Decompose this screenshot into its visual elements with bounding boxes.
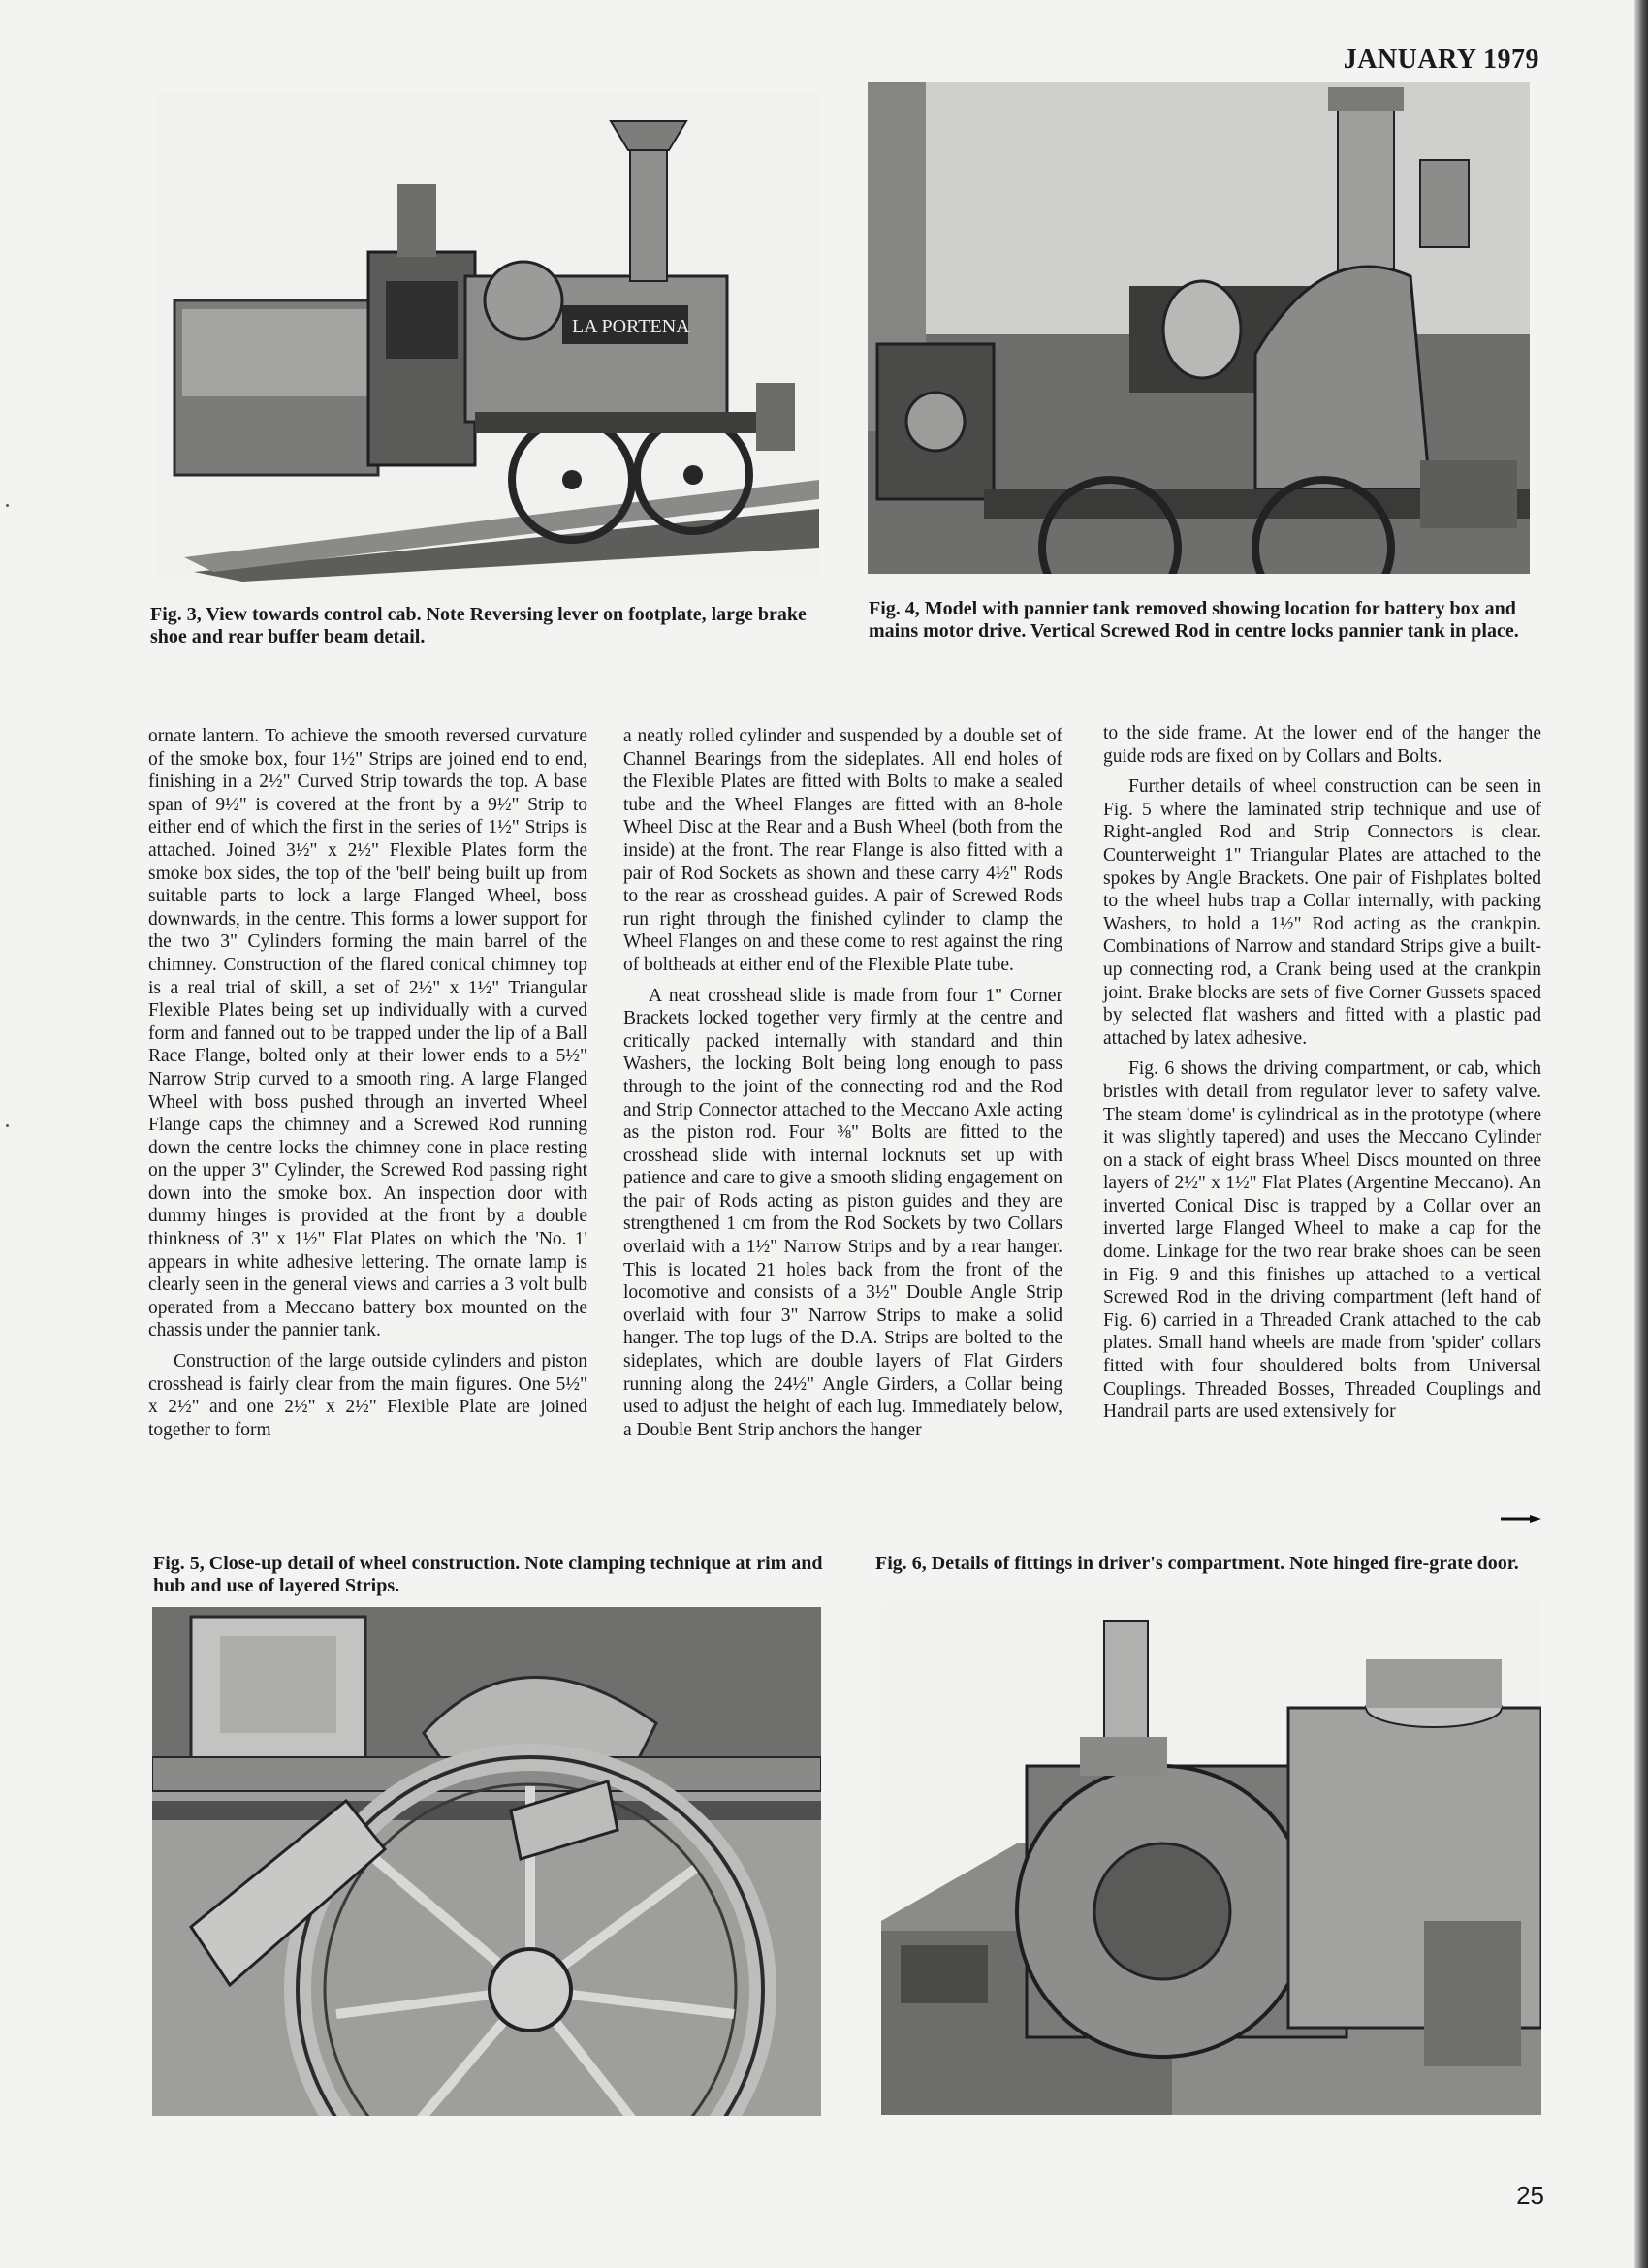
fig4-caption: Fig. 4, Model with pannier tank removed showing location for battery box and mains motor drive. Vertical Screwed Rod in centre locks pannier tank in place. bbox=[869, 598, 1519, 642]
scan-speck bbox=[6, 504, 9, 507]
text-column-1 bbox=[148, 725, 587, 1449]
paragraph: a neatly rolled cylinder and suspended by a double set of Channel Bearings from the sideplates. All end holes of the Flexible Plates are fitted with Bolts to make a sealed tube and the Wheel Flanges are fitted with an 8-hole Wheel Disc at the Rear and a Bush Wheel (both from the inside) at the front. The rear Flange is also fitted with a pair of Rod Sockets as shown and these carry 4½" Rods to the rear as crosshead guides. A pair of Screwed Rods run right through the finished cylinder to clamp the Wheel Flanges on and these come to rest against the ring of boltheads at either end of the Flexible Plate tube. bbox=[623, 726, 1062, 975]
scan-speck bbox=[6, 1124, 9, 1127]
paragraph: A neat crosshead slide is made from four 1" Corner Brackets locked together very firmly at the centre and critically packed internally with standard and thin Washers, the locking Bolt being long enough to pass through to the joint of the connecting rod and the Rod and Strip Connector attached to the Meccano Axle acting as the piston rod. Four ⅜" Bolts are fitted to the crosshead slide with internal locknuts set up with patience and care to give a smooth sliding engagement on the pair of Rods acting as piston guides and they are strengthened 1 cm from the Rod Sockets by two Collars overlaid with a 1½" Narrow Strips and by a rear hanger. This is located 21 holes back from the front of the locomotive and consists of a 3½" Double Angle Strip overlaid with four 3" Narrow Strips to make a solid hanger. The top lugs of the D.A. Strips are bolted to the sideplates, which are double layers of Flat Girders running along the 24½" Angle Girders, a Collar being used to adjust the height of each lug. Immediately below, a Double Bent Strip anchors the hanger bbox=[623, 985, 1062, 1440]
paragraph: ornate lantern. To achieve the smooth reversed curvature of the smoke box, four 1½" Strips are joined end to end, finishing in a 2½" Curved Strip towards the top. A base span of 9½" is covered at the front by a 9½" Strip to either end of which the first in the series of 1½" Strips is attached. Joined 3½" x 2½" Flexible Plates form the smoke box sides, the top of the 'bell' being built up from suitable parts to lock a large Flanged Wheel, boss downwards, in the centre. This forms a lower support for the two 3" Cylinders forming the main barrel of the chimney. Construction of the flared conical chimney top is a real trial of skill, a set of 2½" x 1½" Triangular Flexible Plates being set up individually with a curved form and fanned out to be trapped under the lip of a Ball Race Flange, bolted only at their lower ends to a 5½" Narrow Strip curved to a smooth ring. A large Flanged Wheel with boss pushed through an inverted Wheel Flange caps the chimney and a Screwed Rod running down the centre locks the chimney cone in place resting on the upper 3" Cylinder, the Screwed Rod passing right down into the smoke box. An inspection door with dummy hinges is provided at the front by a double thinkness of 3" x 1½" Flat Plates on which the 'No. 1' appears in white adhesive lettering. The ornate lamp is clearly seen in the general views and carries a 3 volt bulb operated from a Meccano battery box mounted on the chassis under the pannier tank. bbox=[148, 726, 587, 1341]
page-edge-shadow bbox=[1634, 0, 1648, 2268]
fig3-photo bbox=[155, 92, 819, 582]
fig4-photo bbox=[868, 82, 1530, 574]
fig3-caption: Fig. 3, View towards control cab. Note Reversing lever on footplate, large brake shoe and rear buffer beam detail. bbox=[150, 604, 807, 647]
text-column-2 bbox=[623, 725, 1062, 1449]
paragraph: Fig. 6 shows the driving compartment, or cab, which bristles with detail from regulator lever to safety valve. The steam 'dome' is cylindrical as in the prototype (where it was slightly tapered) and uses the Meccano Cylinder on a stack of eight brass Wheel Discs mounted on three layers of 2½" x 1½" Flat Plates (Argentine Meccano). An inverted Conical Disc is trapped by a Collar over an inverted large Flanged Wheel to make a cap for the dome. Linkage for the two rear brake shoes can be seen in Fig. 9 and this finishes up attached to a vertical Screwed Rod in the driving compartment (left hand of Fig. 6) carried in a Threaded Crank attached to the cab plates. Small hand wheels are made from 'spider' collars fitted with four shouldered bolts from Universal Couplings. Threaded Bosses, Threaded Couplings and Handrail parts are used extensively for bbox=[1103, 1058, 1541, 1423]
fig6-caption: Fig. 6, Details of fittings in driver's compartment. Note hinged fire-grate door. bbox=[875, 1553, 1519, 1574]
paragraph: Further details of wheel construction can be seen in Fig. 5 where the laminated strip technique and use of Right-angled Rod and Strip Connectors is clear. Counterweight 1" Triangular Plates are attached to the spokes by Angle Brackets. One pair of Fishplates bolted to the wheel hubs trap a Collar internally, with packing Washers, to hold a 1½" Rod acting as the crankpin. Combinations of Narrow and standard Strips give a built-up connecting rod, a Crank being used at the crankpin joint. Brake blocks are sets of five Corner Gussets spaced by selected flat washers and fitted with a plastic pad attached by latex adhesive. bbox=[1103, 776, 1541, 1049]
paragraph: to the side frame. At the lower end of the hanger the guide rods are fixed on by Collars and Bolts. bbox=[1103, 723, 1541, 767]
fig5-caption: Fig. 5, Close-up detail of wheel construction. Note clamping technique at rim and hub and use of layered Strips. bbox=[153, 1553, 823, 1596]
paragraph: Construction of the large outside cylinders and piston crosshead is fairly clear from the main figures. One 5½" x 2½" and one 2½" x 2½" Flexible Plate are joined together to form bbox=[148, 1351, 587, 1440]
fig3-nameplate-text: LA PORTENA bbox=[572, 316, 690, 337]
page-number: 25 bbox=[1516, 2181, 1544, 2210]
text-column-3 bbox=[1103, 722, 1541, 1432]
issue-date: JANUARY 1979 bbox=[1343, 45, 1539, 75]
continued-arrow-icon bbox=[1501, 1515, 1541, 1523]
fig5-photo bbox=[152, 1607, 821, 2116]
fig6-photo bbox=[881, 1601, 1541, 2115]
